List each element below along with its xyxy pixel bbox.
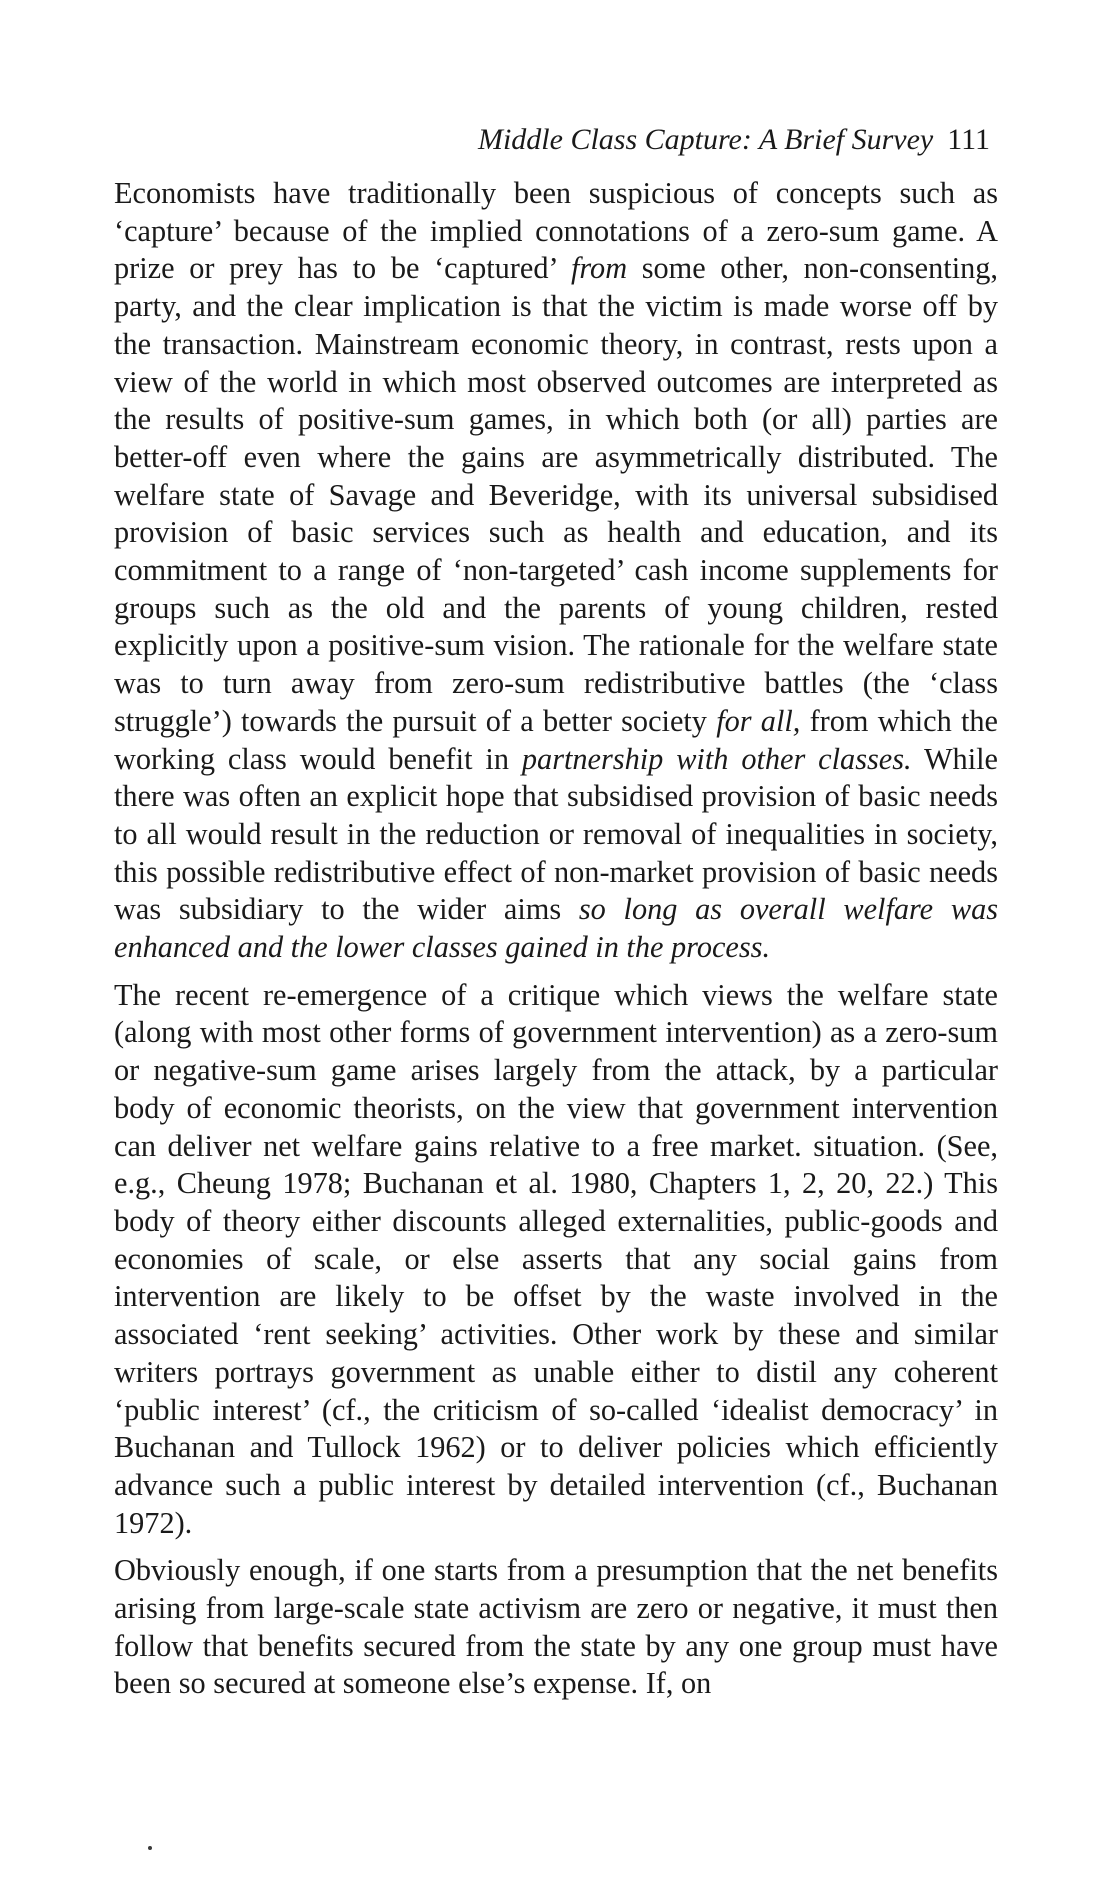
text-segment: Obviously enough, if one starts from a presumption that the net benefits arising from large-scale state activism are zero or negative, it must then follow that benefits secured from the state by any one group must have been so secured at someone else’s expense. If, on bbox=[114, 1553, 998, 1701]
italic-segment: so long as overall welfare was enhanced and the lower classes gained in the process. bbox=[114, 892, 999, 965]
running-head bbox=[478, 122, 990, 158]
italic-segment: partnership with other classes. bbox=[521, 741, 912, 776]
text-segment: Economists have traditionally been suspicious of concepts such as ‘capture’ because of the implied connotations of a zero-sum game. A prize or prey has to be ‘captured’ bbox=[114, 176, 998, 286]
page-number: 111 bbox=[947, 123, 990, 156]
paragraph-2 bbox=[114, 977, 998, 1543]
stray-print-mark bbox=[148, 1846, 152, 1850]
paragraph-3 bbox=[114, 1552, 998, 1703]
italic-segment: for all, bbox=[716, 703, 801, 738]
text-segment: from which the working class would benefit in bbox=[114, 703, 998, 776]
running-head-title: Middle Class Capture: A Brief Survey bbox=[477, 123, 934, 156]
paragraph-1 bbox=[114, 175, 998, 967]
text-segment: some other, non-consenting, party, and the clear implication is that the victim is made worse off by the transaction. Mainstream economic theory, in contrast, rests upon a view of the world in which most observed outcomes are interpreted as the results of positive-sum games, in which both (or all) parties are better-off even where the gains are asymmetrically distributed. The welfare state of Savage and Beveridge, with its universal subsidised provision of basic services such as health and education, and its commitment to a range of ‘non-targeted’ cash income supplements for groups such as the old and the parents of young children, rested explicitly upon a positive-sum vision. The rationale for the welfare state was to turn away from zero-sum redistributive battles (the ‘class struggle’) towards the pursuit of a better society bbox=[114, 251, 998, 738]
text-segment: While there was often an explicit hope that subsidised provision of basic needs to all would result in the reduction or removal of inequalities in society, this possible redistributive effect of non-market provision of basic needs was subsidiary to the wider aims bbox=[114, 741, 998, 927]
italic-segment: from bbox=[570, 251, 628, 286]
text-segment: The recent re-emergence of a critique which views the welfare state (along with most other forms of government intervention) as a zero-sum or negative-sum game arises largely from the attack, by a particular body of economic theorists, on the view that government intervention can deliver net welfare gains relative to a free market. situation. (See, e.g., Cheung 1978; Buchanan et al. 1980, Chapters 1, 2, 20, 22.) This body of theory either discounts alleged externalities, public-goods and economies of scale, or else asserts that any social gains from intervention are likely to be offset by the waste involved in the associated ‘rent seeking’ activities. Other work by these and similar writers portrays government as unable either to distil any coherent ‘public interest’ (cf., the criticism of so-called ‘idealist democracy’ in Buchanan and Tullock 1962) or to deliver policies which efficiently advance such a public interest by detailed intervention (cf., Buchanan 1972). bbox=[114, 977, 998, 1540]
body-text bbox=[114, 175, 998, 1703]
